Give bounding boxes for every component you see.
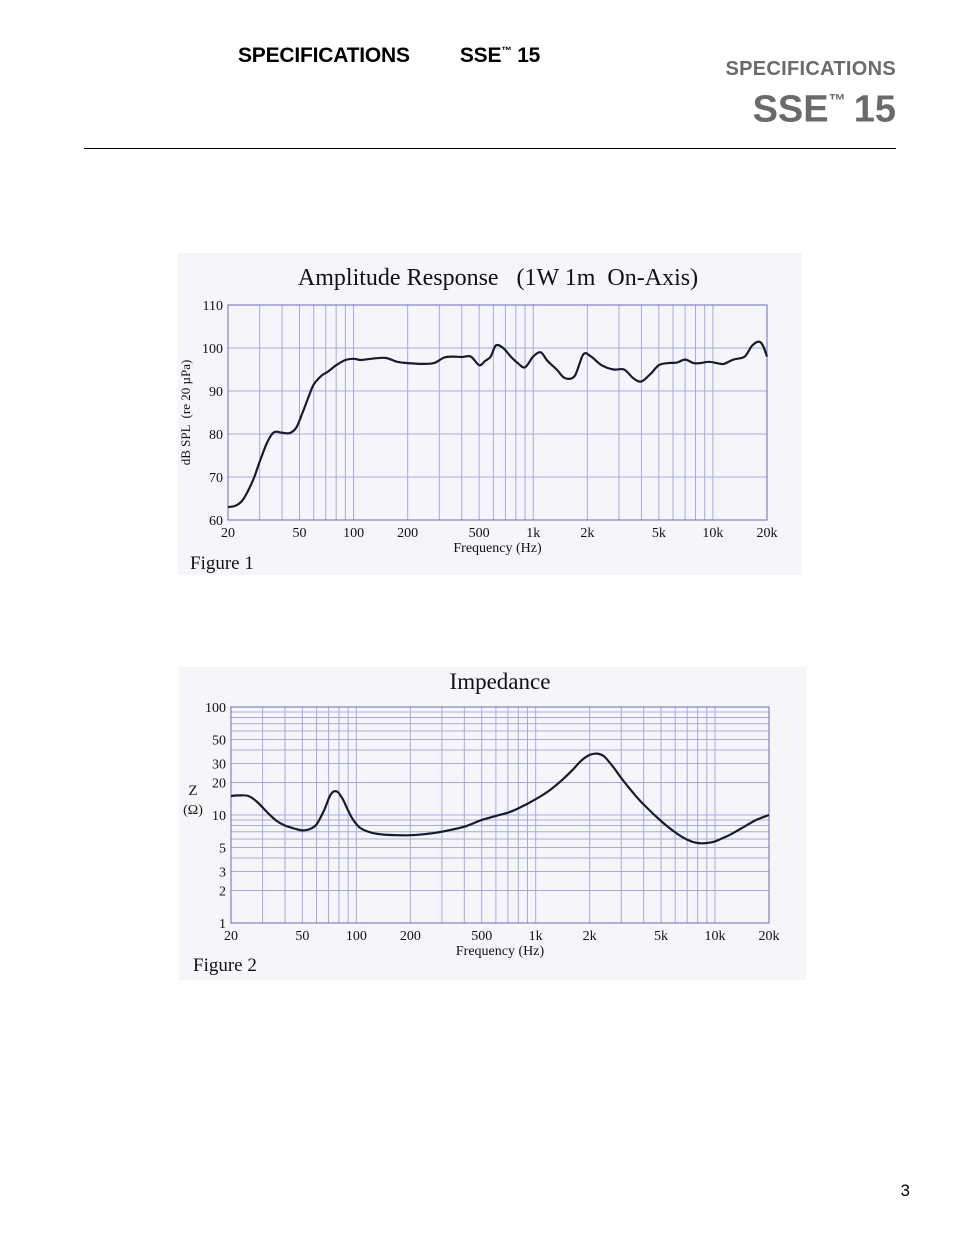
y-tick-label: 2 <box>219 884 226 900</box>
x-axis-label: Frequency (Hz) <box>453 541 542 556</box>
x-tick-label: 2k <box>582 929 597 944</box>
x-tick-label: 20 <box>221 526 235 541</box>
y-tick-label: 30 <box>212 757 226 773</box>
page-title-product: SSE <box>752 88 829 131</box>
series-line <box>228 342 767 508</box>
x-axis-label: Frequency (Hz) <box>455 944 545 959</box>
y-tick-label: 100 <box>205 701 226 716</box>
y-tick-label: 60 <box>209 514 223 529</box>
y-tick-label: 100 <box>202 342 223 357</box>
page-title-trademark: ™ <box>828 91 846 110</box>
impedance-figure <box>179 667 806 980</box>
y-tick-label: 20 <box>212 776 226 792</box>
amplitude-response-figure <box>178 253 802 575</box>
page-header-right <box>725 58 896 129</box>
y-tick-label: 90 <box>209 385 223 400</box>
x-tick-label: 20k <box>758 929 780 944</box>
x-tick-label: 5k <box>654 929 669 944</box>
chart-title: Impedance <box>449 669 551 694</box>
y-axis-label: Z <box>188 783 198 799</box>
y-tick-label: 3 <box>219 865 226 881</box>
y-tick-label: 5 <box>219 841 226 857</box>
x-tick-label: 10k <box>702 526 724 541</box>
y-tick-label: 1 <box>219 917 226 932</box>
running-header-product: SSE <box>459 44 502 67</box>
x-tick-label: 1k <box>528 929 543 944</box>
x-tick-label: 200 <box>399 929 421 944</box>
x-tick-label: 1k <box>526 526 541 541</box>
impedance-chart <box>179 667 806 980</box>
x-tick-label: 5k <box>651 526 666 541</box>
x-tick-label: 10k <box>704 929 726 944</box>
amplitude-response-chart <box>178 253 802 575</box>
running-header-model: 15 <box>517 44 541 67</box>
y-tick-label: 10 <box>212 809 226 824</box>
x-tick-label: 500 <box>468 526 490 541</box>
x-tick-label: 100 <box>343 526 365 541</box>
y-tick-label: 50 <box>212 733 226 749</box>
chart-title: Amplitude Response (1W 1m On-Axis) <box>297 265 699 291</box>
plot-frame <box>228 305 767 520</box>
x-tick-label: 50 <box>295 929 310 944</box>
x-tick-label: 2k <box>580 526 595 541</box>
running-header-trademark: ™ <box>501 45 512 57</box>
page-title-model: 15 <box>853 88 896 131</box>
page-section-label: SPECIFICATIONS <box>725 58 896 80</box>
y-tick-label: 80 <box>209 428 223 443</box>
y-axis-unit: (Ω) <box>183 803 203 818</box>
figure-caption: Figure 1 <box>190 553 254 574</box>
series-line <box>231 754 769 844</box>
x-tick-label: 20k <box>756 526 778 541</box>
y-tick-label: 70 <box>209 471 223 486</box>
page-title <box>725 81 896 129</box>
x-tick-label: 200 <box>397 526 419 541</box>
x-tick-label: 500 <box>471 929 493 944</box>
running-header-left <box>238 44 540 68</box>
running-header-section: SPECIFICATIONS <box>238 44 410 67</box>
x-tick-label: 20 <box>224 929 238 944</box>
figure-caption: Figure 2 <box>193 955 257 976</box>
x-tick-label: 50 <box>292 526 307 541</box>
page-number: 3 <box>900 1181 910 1200</box>
x-tick-label: 100 <box>345 929 367 944</box>
header-rule <box>84 148 896 149</box>
y-axis-label: dB SPL (re 20 µPa) <box>178 359 193 466</box>
y-tick-label: 110 <box>202 299 223 314</box>
